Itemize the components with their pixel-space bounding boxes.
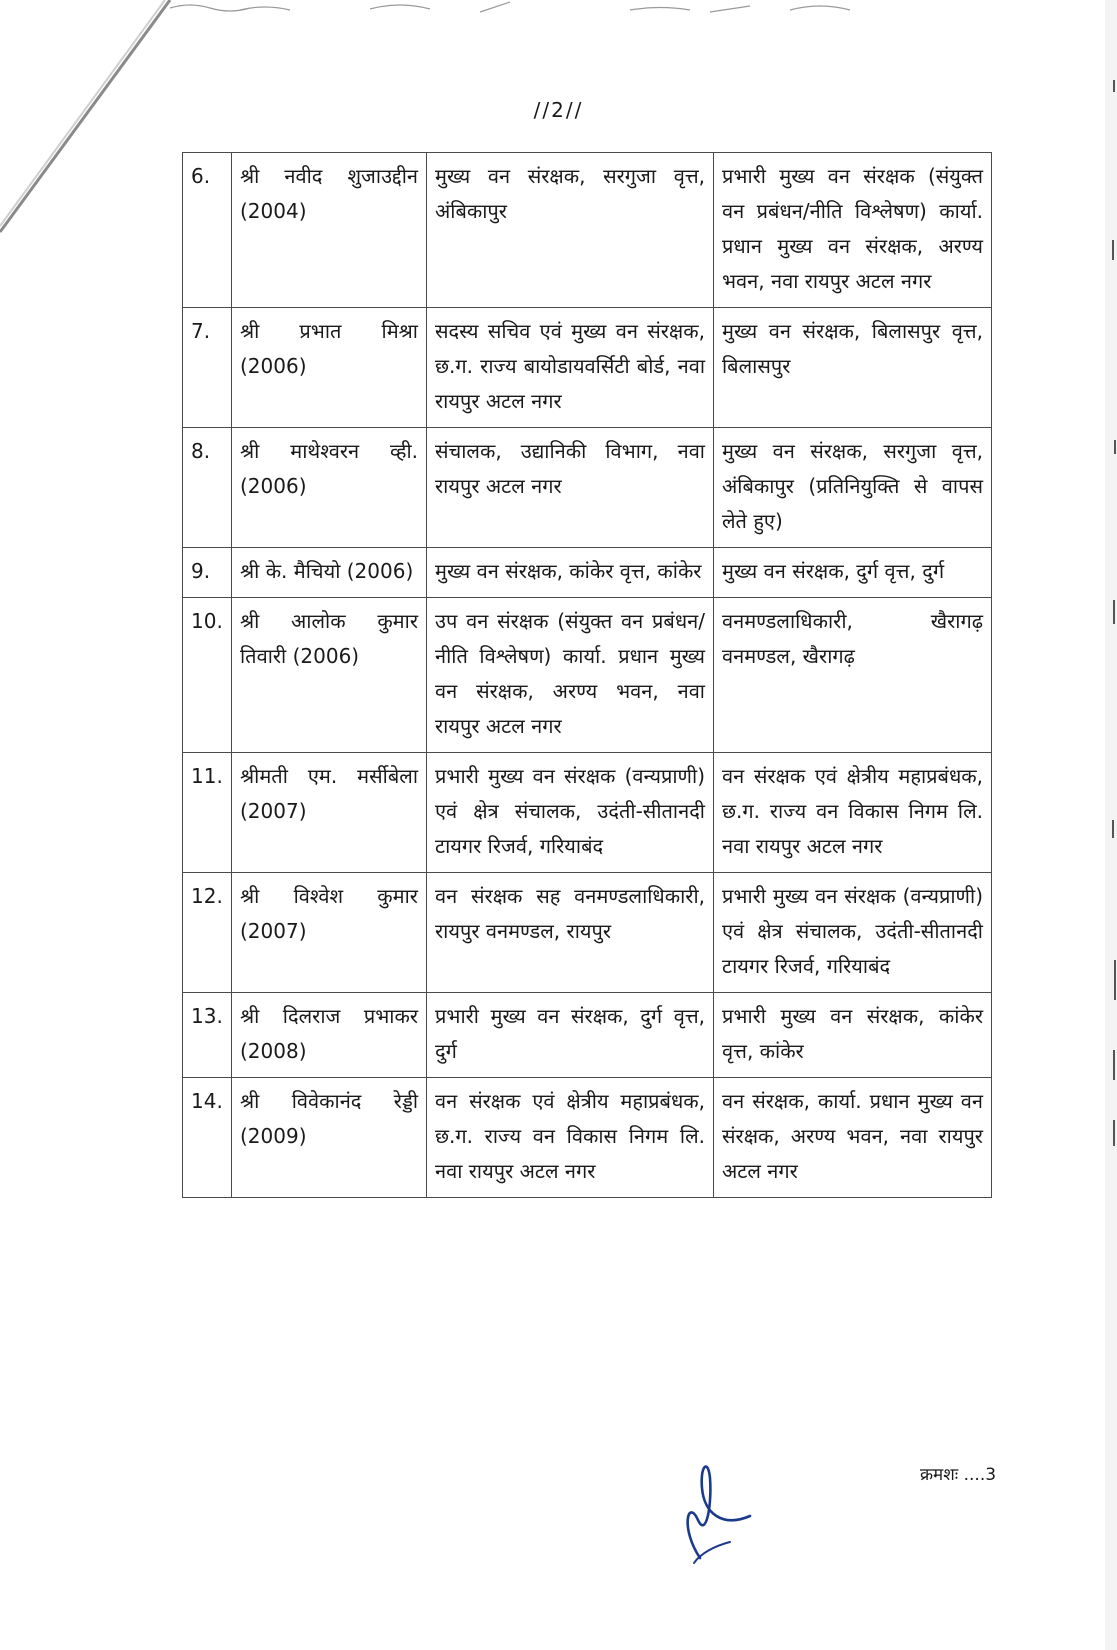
- serial-number: 11.: [183, 753, 232, 873]
- continuation-note: क्रमशः ....3: [920, 1465, 997, 1485]
- new-posting: मुख्य वन संरक्षक, दुर्ग वृत्त, दुर्ग: [714, 548, 992, 598]
- current-posting: मुख्य वन संरक्षक, कांकेर वृत्त, कांकेर: [427, 548, 714, 598]
- serial-number: 13.: [183, 993, 232, 1078]
- serial-number: 6.: [183, 153, 232, 308]
- current-posting: मुख्य वन संरक्षक, सरगुजा वृत्त, अंबिकापुर: [427, 153, 714, 308]
- current-posting: वन संरक्षक सह वनमण्डलाधिकारी, रायपुर वनमण्डल, रायपुर: [427, 873, 714, 993]
- table-row: [183, 598, 992, 753]
- new-posting: मुख्य वन संरक्षक, सरगुजा वृत्त, अंबिकापुर (प्रतिनियुक्ति से वापस लेते हुए): [714, 428, 992, 548]
- serial-number: 14.: [183, 1078, 232, 1198]
- table-row: [183, 873, 992, 993]
- current-posting: सदस्य सचिव एवं मुख्य वन संरक्षक, छ.ग. राज्य बायोडायवर्सिटी बोर्ड, नवा रायपुर अटल नगर: [427, 308, 714, 428]
- signature: [670, 1458, 760, 1568]
- table-row: [183, 1078, 992, 1198]
- officer-name: श्री के. मैचियो (2006): [232, 548, 427, 598]
- new-posting: वनमण्डलाधिकारी, खैरागढ़ वनमण्डल, खैरागढ़: [714, 598, 992, 753]
- new-posting: वन संरक्षक, कार्या. प्रधान मुख्य वन संरक्षक, अरण्य भवन, नवा रायपुर अटल नगर: [714, 1078, 992, 1198]
- serial-number: 9.: [183, 548, 232, 598]
- serial-number: 10.: [183, 598, 232, 753]
- table-row: [183, 753, 992, 873]
- transfer-table: [182, 152, 992, 1198]
- table-row: [183, 548, 992, 598]
- table-row: [183, 993, 992, 1078]
- officer-name: श्री विश्वेश कुमार (2007): [232, 873, 427, 993]
- table-row: [183, 153, 992, 308]
- table-row: [183, 308, 992, 428]
- new-posting: प्रभारी मुख्य वन संरक्षक, कांकेर वृत्त, कांकेर: [714, 993, 992, 1078]
- new-posting: वन संरक्षक एवं क्षेत्रीय महाप्रबंधक, छ.ग. राज्य वन विकास निगम लि. नवा रायपुर अटल नगर: [714, 753, 992, 873]
- current-posting: उप वन संरक्षक (संयुक्त वन प्रबंधन/नीति विश्लेषण) कार्या. प्रधान मुख्य वन संरक्षक, अरण्य भवन, नवा रायपुर अटल नगर: [427, 598, 714, 753]
- serial-number: 7.: [183, 308, 232, 428]
- officer-name: श्रीमती एम. मर्सीबेला (2007): [232, 753, 427, 873]
- new-posting: मुख्य वन संरक्षक, बिलासपुर वृत्त, बिलासपुर: [714, 308, 992, 428]
- officer-name: श्री नवीद शुजाउद्दीन (2004): [232, 153, 427, 308]
- officer-name: श्री प्रभात मिश्रा (2006): [232, 308, 427, 428]
- current-posting: प्रभारी मुख्य वन संरक्षक (वन्यप्राणी) एवं क्षेत्र संचालक, उदंती-सीतानदी टायगर रिजर्व, गरियाबंद: [427, 753, 714, 873]
- scan-right-edge: [1105, 0, 1117, 1650]
- officer-name: श्री आलोक कुमार तिवारी (2006): [232, 598, 427, 753]
- top-margin-scribble: [150, 0, 900, 14]
- serial-number: 8.: [183, 428, 232, 548]
- new-posting: प्रभारी मुख्य वन संरक्षक (वन्यप्राणी) एवं क्षेत्र संचालक, उदंती-सीतानदी टायगर रिजर्व, गरियाबंद: [714, 873, 992, 993]
- current-posting: प्रभारी मुख्य वन संरक्षक, दुर्ग वृत्त, दुर्ग: [427, 993, 714, 1078]
- officer-name: श्री माथेश्वरन व्ही. (2006): [232, 428, 427, 548]
- current-posting: संचालक, उद्यानिकी विभाग, नवा रायपुर अटल नगर: [427, 428, 714, 548]
- officer-name: श्री विवेकानंद रेड्डी (2009): [232, 1078, 427, 1198]
- page-number: //2//: [533, 98, 584, 122]
- serial-number: 12.: [183, 873, 232, 993]
- officer-name: श्री दिलराज प्रभाकर (2008): [232, 993, 427, 1078]
- table-row: [183, 428, 992, 548]
- current-posting: वन संरक्षक एवं क्षेत्रीय महाप्रबंधक, छ.ग. राज्य वन विकास निगम लि. नवा रायपुर अटल नगर: [427, 1078, 714, 1198]
- new-posting: प्रभारी मुख्य वन संरक्षक (संयुक्त वन प्रबंधन/नीति विश्लेषण) कार्या. प्रधान मुख्य वन संरक्षक, अरण्य भवन, नवा रायपुर अटल नगर: [714, 153, 992, 308]
